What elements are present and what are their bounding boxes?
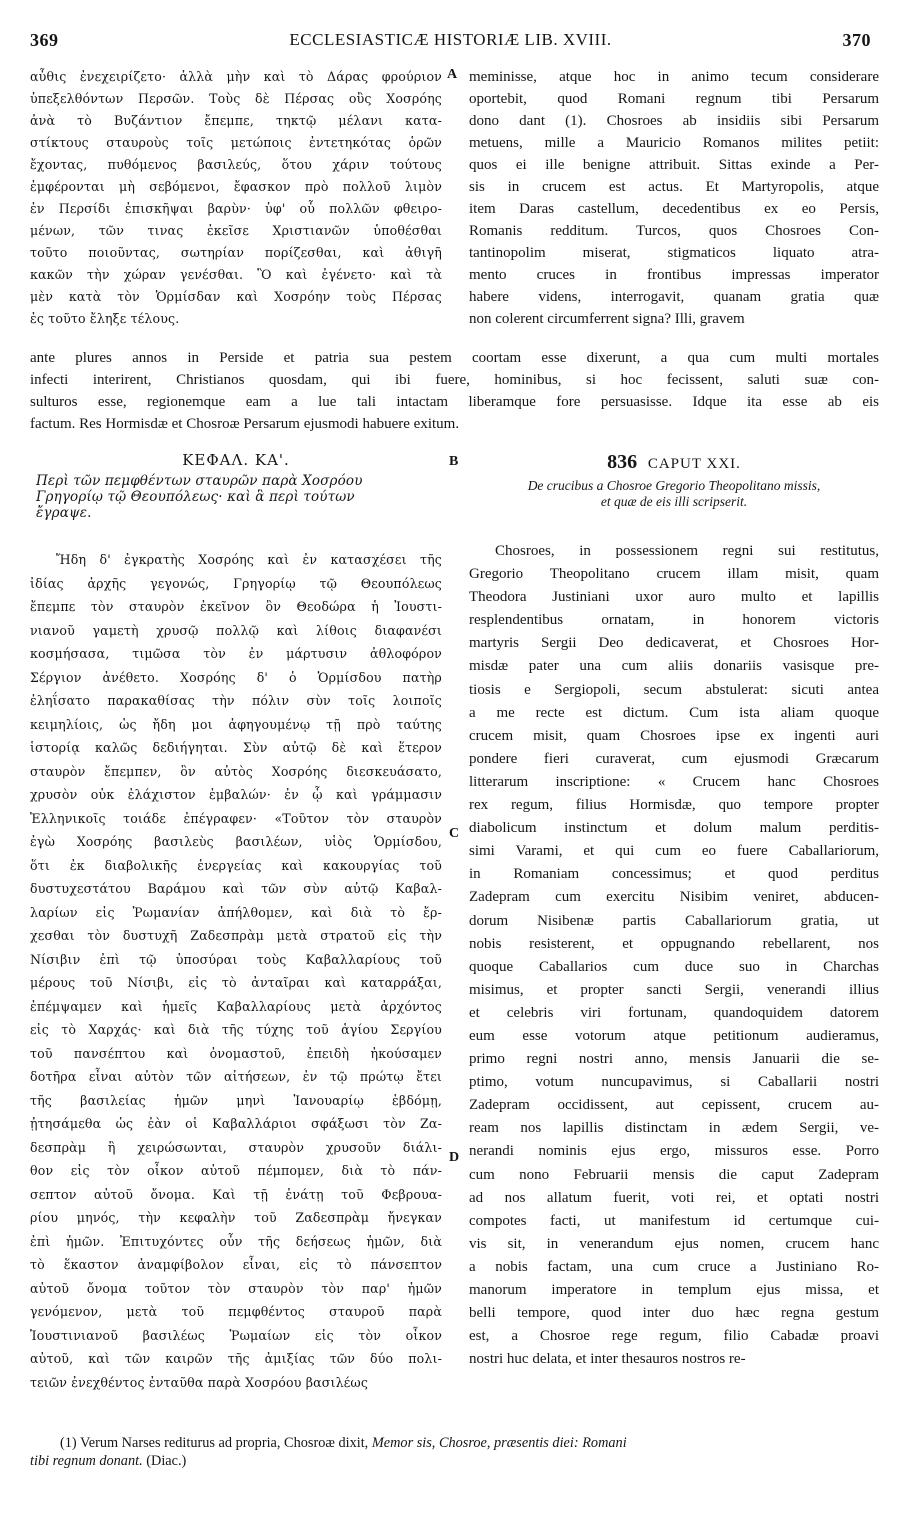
latin-text-line: martyris Sergii Deo dedicaverat, et Chosroes Hor- bbox=[469, 635, 879, 652]
latin-text-line: in Romaniam concessimus; et quod perditus bbox=[469, 866, 879, 883]
full-width-paragraph bbox=[30, 347, 879, 435]
greek-text-line: λαρίων εἰς Ῥωμανίαν ἀπήλθομεν, καὶ διὰ τὸ ἔρ- bbox=[30, 904, 442, 920]
greek-text-line: ἐν Περσίδι ἐπισκῆψαι βαρὺν· ὑφ' οὗ πολλῶν φθειρο- bbox=[30, 201, 442, 216]
latin-text-line: tantinopolim miserat, stigmaticos liquato atra- bbox=[469, 245, 879, 261]
latin-text-line: nobis resisterent, et oppugnando rebellarent, nos bbox=[469, 935, 879, 952]
greek-text-line: κειμηλίοις, ὡς ἤδη μοι ἀφηγουμένῳ τῇ πρὸ ταύτης bbox=[30, 716, 442, 732]
latin-text-line: meminisse, atque hoc in animo tecum considerare bbox=[469, 69, 879, 85]
latin-text-line: vis sit, in venerandum ejus nomen, crucem hanc bbox=[469, 1235, 879, 1252]
greek-text-line: δεσπρὰμ ἢ χειρώσωνται, σταυρὸν χρυσοῦν διάλι- bbox=[30, 1139, 442, 1155]
margin-letter-c: C bbox=[449, 826, 460, 841]
latin-text-line: rex regum, filius Hormisdæ, quo tempore propter bbox=[469, 797, 879, 814]
margin-letter-a: A bbox=[447, 67, 458, 82]
latin-text-line: Zadepram occidissent, aut cepissent, crucem au- bbox=[469, 1097, 879, 1114]
latin-text-line: ream nos lapillis distinctam in ædem Sergii, ve- bbox=[469, 1120, 879, 1137]
greek-chapter-heading bbox=[30, 451, 442, 521]
latin-column-top bbox=[469, 66, 879, 330]
paragraph-line: ante plures annos in Perside et patria sua pestem coortam esse dixerunt, a qua cum multi mortales bbox=[30, 350, 879, 366]
greek-text-line: Σέργιον ἀνέθετο. Χοσρόης δ' ὁ Ὁρμίσδου πατὴρ bbox=[30, 669, 442, 685]
latin-text-line: compotes facti, ut manifestum id certumque cui- bbox=[469, 1212, 879, 1229]
latin-text-line: Romanis redditum. Turcos, quos Chosroes Con- bbox=[469, 223, 879, 239]
latin-text-line: Gregorio Theopolitano crucem illam misit, quam bbox=[469, 566, 879, 583]
latin-text-line: quoque Caballarios cum duce suo in Charchas bbox=[469, 958, 879, 975]
greek-text-line: Νίσιβιν ἐπὶ τῷ ὑποσύραι τοὺς Καβαλλαρίους τοῦ bbox=[30, 951, 442, 967]
latin-text-line: Chosroes, in possessionem regni sui restitutus, bbox=[495, 543, 879, 559]
greek-text-line: ὅτι ἐκ διαβολικῆς ἐνεργείας καὶ κακουργίας τοῦ bbox=[30, 857, 442, 873]
greek-chapter-subtitle bbox=[30, 473, 442, 521]
greek-text-line: Ἤδη δ' ἐγκρατὴς Χοσρόης καὶ ἐν κατασχέσει τῆς bbox=[56, 552, 442, 567]
page-number-left: 369 bbox=[30, 30, 59, 50]
latin-text-line: habere videns, interrogavit, quanam gratia quæ bbox=[469, 289, 879, 305]
latin-text-line: crucem misit, quam Chosroes ipse ex ingenti auri bbox=[469, 727, 879, 744]
greek-text-line: αὐτοῦ ὄνομα τοῦτον τὸν σταυρὸν τὸν παρ' ἡμῶν bbox=[30, 1280, 442, 1296]
page-number-right: 370 bbox=[842, 30, 871, 50]
footnote-source: (Diac.) bbox=[146, 1453, 187, 1469]
latin-text-line: misimus, et propter sancti Sergii, venerandi illius bbox=[469, 981, 879, 998]
latin-text-line: litterarum inscriptione: « Crucem hanc Chosroes bbox=[469, 773, 879, 790]
latin-text-line: cum nono Februarii mensis die caput Zadepram bbox=[469, 1166, 879, 1183]
latin-text-line: resplendentibus ornatam, in honorem victoris bbox=[469, 612, 879, 629]
greek-text-line: ἐς τοῦτο ἔληξε τέλους. bbox=[30, 311, 180, 326]
greek-text-line: ἰδίας ἀρχῆς γεγονώς, Γρηγορίῳ τῷ Θεουπόλεως bbox=[30, 575, 442, 591]
greek-chapter-title: ΚΕΦΑΛ. ΚΑ'. bbox=[182, 451, 290, 469]
footnote-line-1 bbox=[60, 1434, 878, 1452]
latin-text-line: simi Varami, et qui cum eo fuere Caballariorum, bbox=[469, 843, 879, 860]
latin-text-line: nostri huc delata, et inter thesauros nostros re- bbox=[469, 1351, 746, 1368]
latin-text-line: et celebris viri fortunam, quandoquidem datorem bbox=[469, 1004, 879, 1021]
latin-text-line: nerandi nominis ejus ergo, missuros esse. Porro bbox=[469, 1143, 879, 1160]
greek-text-line: ἔπεμπε τὸν σταυρὸν ἐκεῖνον ὃν Θεοδώρα ἡ Ἰουστι- bbox=[30, 599, 442, 614]
latin-chapter-heading bbox=[469, 451, 879, 510]
latin-text-line: Zadepram cum exercitu Nisibim veniret, abducen- bbox=[469, 889, 879, 906]
greek-text-line: ρίου μηνός, τὴν κεφαλὴν τοῦ Ζαδεσπρὰμ ἤνεγκαν bbox=[30, 1210, 442, 1225]
latin-text-line: a me recte est dictum. Cum ista aliam quoque bbox=[469, 704, 879, 721]
latin-text-line: tiosis e Sergiopoli, secum abstulerat: sicuti antea bbox=[469, 681, 879, 698]
subtitle-line: De crucibus a Chosroe Gregorio Theopolitano missis, bbox=[527, 478, 821, 493]
greek-text-line: ἱστορίᾳ καλῶς δεδιήγηται. Σὺν αὐτῷ δὲ καὶ ἕτερον bbox=[30, 740, 442, 755]
greek-text-line: ᾐτησάμεθα ὡς ἐὰν οἱ Καβαλλάριοι σφάξωσι τὸν Ζα- bbox=[30, 1116, 442, 1131]
latin-body-column bbox=[469, 540, 879, 1371]
latin-text-line: misdæ pater una cum aliis donariis vasisque pre- bbox=[469, 658, 879, 675]
latin-text-line: a nobis factam, una cum cruce a Justiniano Ro- bbox=[469, 1258, 879, 1275]
greek-body-column bbox=[30, 548, 442, 1394]
greek-text-line: θον εἰς τὸν οἶκον αὐτοῦ πέμπομεν, διὰ τὸ πάν- bbox=[30, 1163, 442, 1178]
latin-chapter-subtitle bbox=[469, 478, 879, 510]
latin-text-line: dorum Nisibenæ partis Caballariorum gratia, ut bbox=[469, 912, 879, 929]
latin-text-line: sis in crucem est actus. Et Martyropolis, atque bbox=[469, 179, 879, 195]
latin-chapter-title: CAPUT XXI. bbox=[647, 456, 741, 472]
greek-text-line: εἰς τὸ Χαρχάς· καὶ διὰ τῆς τύχης τοῦ ἁγίου Σεργίου bbox=[30, 1022, 442, 1037]
latin-text-line: primo regni nostri anno, mensis Januarii die se- bbox=[469, 1051, 879, 1068]
greek-text-line: δοτῆρα εἶναι αὐτὸν τῶν αἰτήσεων, ἐν τῷ πρώτῳ ἔτει bbox=[30, 1069, 442, 1084]
latin-text-line: ad nos allatum fuerit, voti rei, et optati nostri bbox=[469, 1189, 879, 1206]
latin-text-line: belli tempore, quod inter duo hæc regna gestum bbox=[469, 1305, 879, 1322]
footnote bbox=[30, 1434, 878, 1470]
greek-text-line: αὐτοῦ, καὶ τῶν καιρῶν τῆς ἀμιξίας τῶν δύο πολι- bbox=[30, 1351, 442, 1366]
greek-text-line: κοσμήσασα, τιμῶσα τὸν ἐν μάρτυσιν ἀθλοφόρον bbox=[30, 646, 442, 661]
latin-text-line: non colerent circumferrent signa? Illi, gravem bbox=[469, 311, 745, 327]
greek-text-line: ἐληΐσατο παρακαθίσας τὴν πόλιν σὺν τοῖς λοιποῖς bbox=[30, 693, 442, 708]
latin-text-line: diabolicum instinctum et dolum malum perditis- bbox=[469, 820, 879, 837]
margin-letter-b: B bbox=[449, 454, 459, 469]
chapter-number: 836 bbox=[607, 451, 638, 473]
latin-text-line: manorum imperatore in templum ejus missa, et bbox=[469, 1282, 879, 1298]
footnote-quote: Memor sis, Chosroe, præsentis diei: Romani bbox=[371, 1435, 627, 1451]
greek-column-top bbox=[30, 66, 442, 330]
margin-letter-d: D bbox=[449, 1150, 460, 1165]
footnote-line-2 bbox=[30, 1452, 878, 1470]
latin-text-line: pondere fieri curaverat, cum ejusmodi Græcarum bbox=[469, 750, 879, 767]
greek-text-line: τῆς βασιλείας ἡμῶν μηνὶ Ἰανουαρίῳ ἑβδόμῃ, bbox=[30, 1092, 442, 1108]
greek-text-line: Ἑλληνικοῖς τοιάδε ἐπέγραφεν· «Τοῦτον τὸν σταυρὸν bbox=[30, 810, 442, 826]
subtitle-line: Περὶ τῶν πεμφθέντων σταυρῶν παρὰ Χοσρόου bbox=[36, 473, 363, 489]
latin-text-line: metuens, mille a Mauricio Romanos milites petiit: bbox=[469, 135, 879, 151]
greek-text-line: Ἰουστινιανοῦ βασιλέως Ῥωμαίων εἰς τὸν οἶκον bbox=[30, 1327, 442, 1343]
latin-text-line: eum esse votorum atque petitionum audieramus, bbox=[469, 1027, 879, 1044]
greek-text-line: ἐγὼ Χοσρόης βασιλεὺς βασιλέων, υἱὸς Ὁρμίσδου, bbox=[30, 834, 442, 849]
latin-text-line: est, a Chosroe rege regum, filio Cabadæ proavi bbox=[469, 1328, 879, 1345]
latin-text-line: Theodora Justiniani uxor auro multo et lapillis bbox=[469, 589, 879, 606]
greek-text-line: ἔχοντας, πυθόμενος βασιλεύς, ὅτου χάριν τούτους bbox=[30, 157, 442, 172]
footnote-text: (1) Verum Narses rediturus ad propria, Chosroæ dixit, bbox=[60, 1435, 369, 1451]
greek-text-line: τειῶν ἐνεχθέντος ἐνταῦθα παρὰ Χοσρόου βασιλέως bbox=[30, 1374, 369, 1390]
latin-text-line: dono dant (1). Chosroes ab insidiis sibi Persarum bbox=[469, 113, 879, 129]
subtitle-line: ἔγραψε. bbox=[36, 505, 92, 521]
latin-chapter-title-line bbox=[469, 451, 879, 474]
greek-text-line: γενόμενον, μετὰ τοῦ πεμφθέντος σταυροῦ παρὰ bbox=[30, 1304, 442, 1319]
greek-text-line: ἐπέμψαμεν καὶ ἡμεῖς Καβαλλαρίους μετὰ ἀρχόντος bbox=[30, 998, 442, 1014]
greek-text-line: μέρους τοῦ Νίσιβι, εἰς τὸ ἀνταῖραι καὶ καταρράξαι, bbox=[30, 975, 442, 990]
greek-text-line: ἐμφέρονται μὴ σεβόμενοι, ἔφασκον πρὸ πολλοῦ λιμὸν bbox=[30, 179, 442, 194]
greek-text-line: νιανοῦ γαμετὴ χρυσῷ πολλῷ καὶ λίθοις διαφανέσι bbox=[30, 622, 442, 638]
paragraph-line: sulturos esse, regionemque eam a lue tali intactam liberamque fore persuasisse. Idque ita esse ab eis bbox=[30, 394, 879, 410]
greek-text-line: κακῶν τὴν χώραν γενέσθαι. Ὃ καὶ ἐγένετο· καὶ τὰ bbox=[30, 267, 442, 282]
paragraph-line: factum. Res Hormisdæ et Chosroæ Persarum ejusmodi habuere exitum. bbox=[30, 416, 460, 432]
subtitle-line: Γρηγορίῳ τῷ Θεουπόλεως· καὶ ἃ περὶ τούτων bbox=[36, 489, 355, 505]
greek-text-line: ἐπὶ ἡμῶν. Ἐπιτυχόντες οὖν τῆς δεήσεως ἡμῶν, διὰ bbox=[30, 1233, 442, 1249]
greek-text-line: ἀνὰ τὸ Βυζάντιον ἔπεμπε, τηκτῷ μέλανι κατα- bbox=[30, 113, 442, 128]
paragraph-line: infecti interirent, Christianos quosdam, qui ibi fuere, hominibus, si hoc fecissent, saluti suæ con- bbox=[30, 372, 879, 388]
greek-text-line: μὲν κατὰ τὸν Ὁρμίσδαν καὶ Χοσρόην τοὺς Πέρσας bbox=[30, 289, 442, 304]
subtitle-line: et quæ de eis illi scripserit. bbox=[600, 494, 748, 509]
latin-text-line: ptimo, votum nuncupavimus, si Caballarii nostri bbox=[469, 1074, 879, 1091]
latin-text-line: quos ei ille benigne attribuit. Sittas exinde a Per- bbox=[469, 157, 879, 173]
greek-text-line: δυστυχεστάτου Βαράμου καὶ τῶν σὺν αὐτῷ Καβαλ- bbox=[30, 881, 442, 896]
latin-text-line: item Daras castellum, decedentibus ex eo Persis, bbox=[469, 201, 879, 217]
footnote-quote-end: tibi regnum donant. bbox=[30, 1453, 143, 1469]
page-header bbox=[30, 30, 871, 58]
greek-text-line: μένων, τῶν τινας ἐκεῖσε Χριστιανῶν ὑποθέσθαι bbox=[30, 223, 442, 238]
greek-text-line: σεπτον αὐτοῦ ὄνομα. Καὶ τῇ ἐνάτῃ τοῦ Φεβρουα- bbox=[30, 1186, 442, 1202]
latin-text-line: mento cruces in frontibus impressas imperator bbox=[469, 267, 879, 283]
greek-text-line: σταυρὸν ἔπεμπεν, ὃν αὐτὸς Χοσρόης διεσκευάσατο, bbox=[30, 763, 442, 779]
greek-text-line: στίκτους σταυροὺς τοῖς μετώποις ἐντετηκότας ὁρῶν bbox=[30, 135, 442, 150]
greek-text-line: τοῦτο ποιοῦντας, σωτηρίαν πορίζεσθαι, καὶ ἀθιγῆ bbox=[30, 245, 442, 260]
running-title: ECCLESIASTICÆ HISTORIÆ LIB. XVIII. bbox=[289, 30, 612, 49]
greek-text-line: τὸ ἕκαστον ἀναμφίβολον εἶναι, εἰς τὸ πάνσεπτον bbox=[30, 1257, 442, 1272]
greek-text-line: ὑπεξελθόντων Περσῶν. Τοὺς δὲ Πέρσας οὓς Χοσρόης bbox=[30, 91, 442, 106]
greek-text-line: χρυσὸν οὐκ ἐλάχιστον ἐμβαλών· ἐν ᾧ καὶ γράμμασιν bbox=[30, 787, 442, 802]
greek-text-line: χεσθαι τὸν δυστυχῆ Ζαδεσπρὰμ μετὰ στρατοῦ εἰς τὴν bbox=[30, 928, 442, 943]
latin-text-line: oportebit, quod Romani regnum tibi Persarum bbox=[469, 91, 879, 107]
greek-text-line: αὖθις ἐνεχειρίζετο· ἀλλὰ μὴν καὶ τὸ Δάρας φρούριον bbox=[30, 69, 442, 84]
greek-text-line: τοῦ πανσέπτου καὶ ὀνομαστοῦ, ἐπειδὴ ἠκούσαμεν bbox=[30, 1045, 442, 1061]
